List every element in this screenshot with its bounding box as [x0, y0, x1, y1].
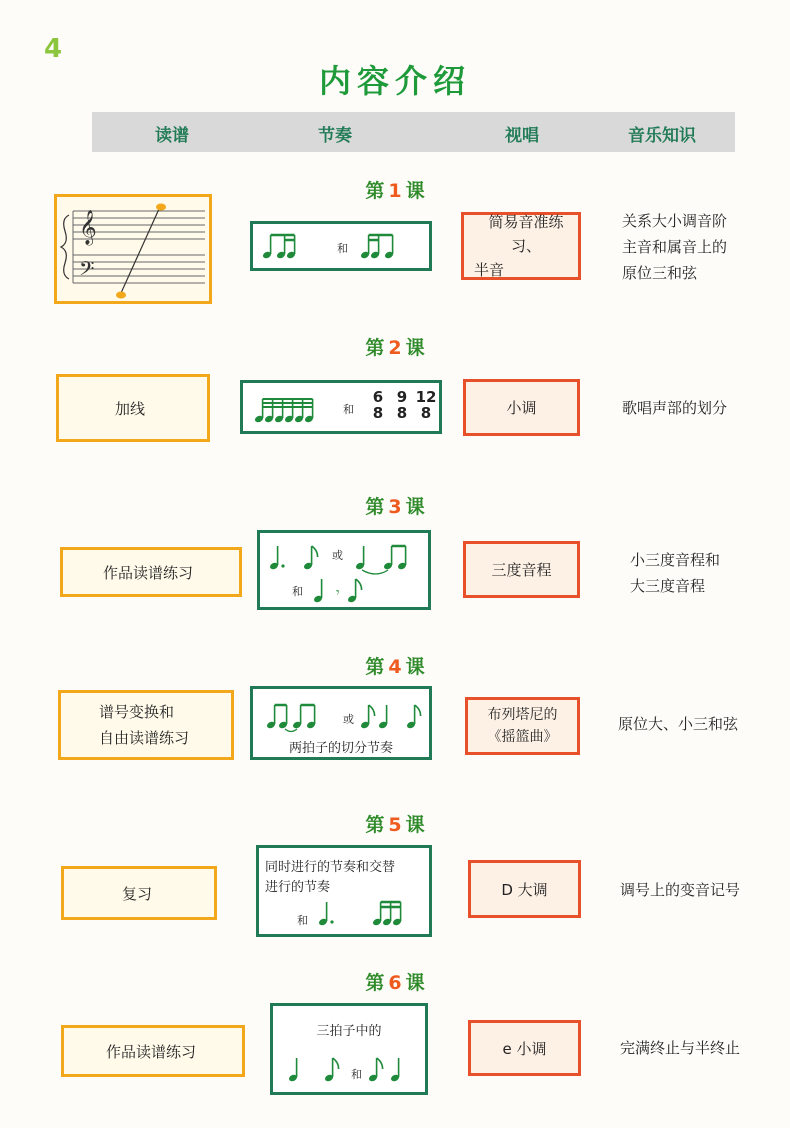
time-signature-12-8: 12 8	[415, 388, 437, 422]
lesson-5-singing-box: D 大调	[468, 860, 581, 918]
lesson-3-reading-box: 作品读谱练习	[60, 547, 242, 597]
rhythm-connector: 和	[351, 1068, 362, 1081]
singing-line-1: 简易音准练习、	[488, 213, 564, 255]
lesson-4-knowledge: 原位大、小三和弦	[618, 715, 739, 733]
svg-text:𝄞: 𝄞	[79, 210, 97, 245]
svg-text:𝄾: 𝄾	[336, 585, 340, 601]
time-signature-6-8: 6 8	[372, 388, 384, 422]
rhythm-text: 同时进行的节奏和交替 进行的节奏	[265, 860, 396, 895]
lesson-3-rhythm-box	[257, 530, 431, 610]
lesson-6-reading-box: 作品读谱练习	[61, 1025, 245, 1077]
lesson-3-singing-box: 三度音程	[463, 541, 580, 598]
rhythm-connector: 和	[337, 242, 348, 255]
lesson-3-knowledge: 小三度音程和 大三度音程	[630, 551, 721, 595]
lesson-2-knowledge: 歌唱声部的划分	[622, 399, 728, 417]
header-rhythm: 节奏	[318, 126, 352, 146]
rhythm-notation	[273, 1044, 425, 1090]
lesson-1-reading-box	[54, 194, 212, 304]
lesson-5-rhythm-box	[256, 845, 432, 937]
rhythm-text: 三拍子中的	[316, 1024, 382, 1039]
lesson-5-heading: 第 5 课	[365, 814, 425, 836]
lesson-4-heading: 第 4 课	[365, 656, 425, 678]
lesson-1-heading: 第 1 课	[365, 180, 425, 202]
lesson-1-rhythm-box	[250, 221, 432, 271]
rhythm-connector-or: 或	[332, 549, 343, 562]
page-title: 内容介绍	[318, 62, 471, 100]
time-signature-9-8: 9 8	[396, 388, 408, 422]
lesson-3-heading: 第 3 课	[365, 496, 425, 518]
column-header-bar	[92, 112, 735, 152]
rhythm-connector: 或	[343, 713, 354, 726]
lesson-6-knowledge: 完满终止与半终止	[620, 1039, 741, 1057]
lesson-2-heading: 第 2 课	[365, 337, 425, 359]
rhythm-notation	[260, 533, 428, 607]
lesson-2-singing-box: 小调	[463, 379, 580, 436]
rhythm-connector: 和	[297, 914, 308, 927]
grand-staff-image	[57, 197, 209, 301]
lesson-6-singing-box: e 小调	[468, 1020, 581, 1076]
rhythm-connector: 和	[343, 403, 354, 416]
lesson-6-rhythm-box	[270, 1003, 428, 1095]
lesson-4-rhythm-box	[250, 686, 432, 760]
rhythm-connector-and: 和	[292, 585, 303, 598]
singing-line-2: 半音	[474, 261, 505, 279]
lesson-4-singing-box: 布列塔尼的 《摇篮曲》	[465, 697, 580, 755]
lesson-5-knowledge: 调号上的变音记号	[620, 881, 741, 899]
lesson-6-heading: 第 6 课	[365, 972, 425, 994]
lesson-1-knowledge: 关系大小调音阶 主音和属音上的 原位三和弦	[622, 212, 728, 282]
rhythm-notation	[259, 888, 429, 934]
rhythm-notation	[253, 689, 429, 735]
lesson-2-reading-box: 加线	[56, 374, 210, 442]
lesson-4-reading-box: 谱号变换和 自由读谱练习	[58, 690, 234, 760]
header-singing: 视唱	[505, 126, 539, 146]
rhythm-caption: 两拍子的切分节奏	[288, 741, 393, 756]
lesson-1-singing-box	[461, 212, 581, 280]
lesson-2-rhythm-box	[240, 380, 442, 434]
header-knowledge: 音乐知识	[628, 126, 696, 146]
page-number: 4	[44, 34, 63, 64]
svg-text:𝄢: 𝄢	[79, 257, 95, 285]
lesson-5-reading-box: 复习	[61, 866, 217, 920]
header-reading: 读谱	[155, 126, 189, 146]
